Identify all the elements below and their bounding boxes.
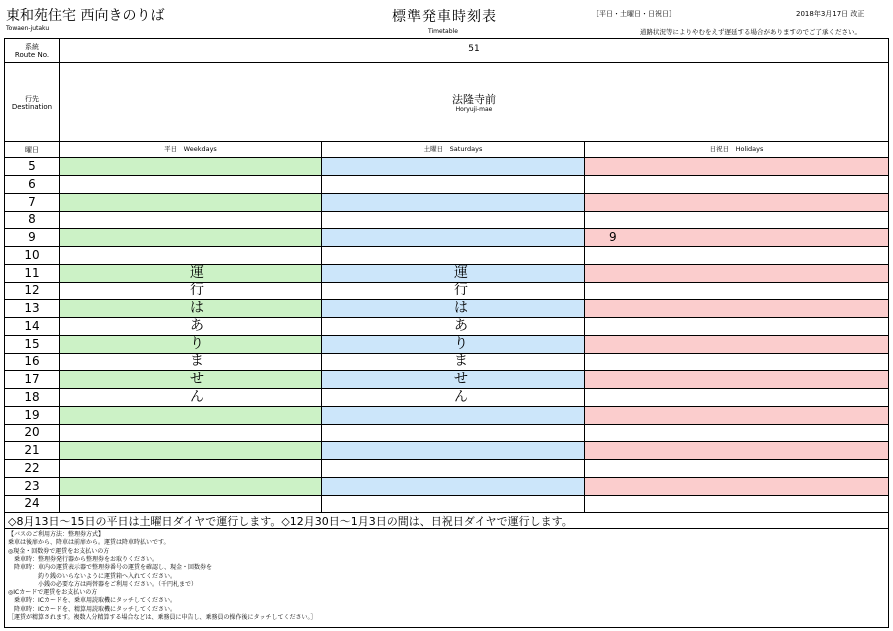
divider	[4, 528, 889, 529]
no-service-char: せ	[454, 371, 468, 387]
table-row	[5, 265, 888, 283]
table-row	[5, 300, 888, 318]
guide-line: ◎ICカードで運賃をお支払いの方	[8, 589, 98, 597]
saturdays-cell	[322, 229, 584, 246]
hour-cell: 22	[24, 461, 40, 475]
saturdays-header: 土曜日 Saturdays	[423, 145, 483, 153]
saturdays-cell	[322, 478, 584, 495]
hour-cell: 19	[24, 408, 40, 422]
table-row	[5, 282, 888, 300]
table-row	[5, 353, 888, 371]
no-service-char: は	[454, 300, 468, 316]
hour-cell: 5	[28, 159, 36, 173]
weekdays-cell	[60, 158, 321, 175]
no-service-char: ま	[454, 353, 468, 369]
holidays-cell	[585, 265, 888, 282]
saturdays-cell	[322, 211, 584, 228]
no-service-char: 行	[190, 282, 204, 298]
holidays-cell	[585, 336, 888, 353]
revision-date: 2018年3月17日 改正	[796, 10, 865, 18]
no-service-char: あ	[190, 318, 204, 334]
hour-cell: 12	[24, 283, 40, 297]
table-row	[5, 495, 888, 513]
saturdays-cell	[322, 407, 584, 424]
divider	[4, 62, 889, 63]
holidays-cell	[585, 158, 888, 175]
holidays-cell	[585, 194, 888, 211]
holidays-cell	[585, 495, 888, 512]
guide-line: 乗車は後扉から、降車は前扉から。運賃は降車時払いです。	[8, 539, 170, 547]
table-row	[5, 478, 888, 496]
holidays-cell	[585, 424, 888, 441]
hour-cell: 17	[24, 372, 40, 386]
delay-notice: 道路状況等によりやむをえず遅延する場合がありますのでご了承ください。	[640, 28, 861, 36]
hour-cell: 9	[28, 230, 36, 244]
holidays-cell	[585, 371, 888, 388]
hour-cell: 23	[24, 479, 40, 493]
weekdays-cell	[60, 211, 321, 228]
stop-name: 東和苑住宅 西向きのりば	[6, 8, 165, 24]
holidays-cell	[585, 478, 888, 495]
weekdays-cell	[60, 176, 321, 193]
hour-cell: 16	[24, 354, 40, 368]
guide-line: 乗車時：ICカードを、乗車用読取機にタッチしてください。	[8, 597, 176, 605]
weekdays-cell	[60, 353, 321, 370]
no-service-char: り	[190, 336, 204, 352]
saturdays-cell	[322, 247, 584, 264]
table-row	[5, 211, 888, 229]
table-row	[5, 424, 888, 442]
no-service-char: は	[190, 300, 204, 316]
hour-cell: 15	[24, 337, 40, 351]
table-row	[5, 389, 888, 407]
destination-name: 法隆寺前	[452, 93, 496, 106]
weekdays-header: 平日 Weekdays	[164, 145, 217, 153]
hour-cell: 14	[24, 319, 40, 333]
table-row	[5, 460, 888, 478]
table-row	[5, 371, 888, 389]
guide-line: ◎現金・回数券で運賃をお支払いの方	[8, 547, 110, 555]
saturdays-cell	[322, 265, 584, 282]
hour-cell: 11	[24, 266, 40, 280]
saturdays-cell	[322, 336, 584, 353]
weekdays-cell	[60, 265, 321, 282]
table-row	[5, 194, 888, 212]
holidays-cell	[585, 389, 888, 406]
guide-line: 【バスのご利用方法：整理券方式】	[8, 531, 105, 538]
hour-cell: 10	[24, 248, 40, 262]
no-service-char: ま	[190, 353, 204, 369]
weekdays-cell	[60, 424, 321, 441]
table-row	[5, 158, 888, 176]
table-row	[5, 442, 888, 460]
destination-label-en: Destination	[11, 103, 53, 111]
saturdays-cell	[322, 194, 584, 211]
weekdays-cell	[60, 336, 321, 353]
no-service-char: 行	[454, 282, 468, 298]
saturdays-cell	[322, 318, 584, 335]
guide-line: 降車時：ICカードを、精算用読取機にタッチしてください。	[8, 605, 176, 613]
hour-cell: 20	[24, 425, 40, 439]
weekdays-cell	[60, 371, 321, 388]
holiday-schedule-notice: ◇8月13日～15日の平日は土曜日ダイヤで運行します。◇12月30日～1月3日の間は、日祝日ダイヤで運行します。	[8, 515, 573, 528]
table-row	[5, 176, 888, 194]
destination-label-jp: 行先	[25, 95, 39, 103]
weekdays-cell	[60, 478, 321, 495]
saturdays-cell	[322, 282, 584, 299]
saturdays-cell	[322, 460, 584, 477]
guide-line: 小銭の必要な方は両替器をご利用ください。（千円札まで）	[8, 580, 198, 588]
weekdays-cell	[60, 442, 321, 459]
page-title: 標準発車時刻表	[392, 9, 497, 25]
weekdays-cell	[60, 282, 321, 299]
hour-cell: 18	[24, 390, 40, 404]
holidays-cell	[585, 460, 888, 477]
no-service-char: り	[454, 336, 468, 352]
guide-line: 降車時：車内の運賃表示器で整理券番号の運賃を確認し、現金・回数券を	[8, 564, 213, 572]
weekdays-cell	[60, 460, 321, 477]
holidays-cell	[585, 442, 888, 459]
holidays-header: 日祝日 Holidays	[709, 145, 764, 153]
saturdays-cell	[322, 158, 584, 175]
no-service-char: ん	[190, 389, 204, 405]
minute-value: 9	[609, 230, 617, 244]
route-number: 51	[468, 44, 480, 54]
no-service-char: あ	[454, 318, 468, 334]
guide-line: 乗車時：整理券発行器から整理券をお取りください。	[8, 555, 159, 563]
holidays-cell	[585, 247, 888, 264]
weekdays-cell	[60, 495, 321, 512]
weekdays-cell	[60, 300, 321, 317]
stop-name-romaji: Towaen-jutaku	[6, 25, 50, 32]
no-service-char: せ	[190, 371, 204, 387]
saturdays-cell	[322, 495, 584, 512]
holidays-cell	[585, 229, 888, 246]
hour-cell: 8	[28, 212, 36, 226]
table-row	[5, 229, 888, 247]
hour-cell: 6	[28, 177, 36, 191]
saturdays-cell	[322, 300, 584, 317]
holidays-cell	[585, 318, 888, 335]
table-row	[5, 336, 888, 354]
weekdays-cell	[60, 318, 321, 335]
hour-header: 曜日	[25, 146, 39, 154]
weekdays-cell	[60, 247, 321, 264]
weekdays-cell	[60, 194, 321, 211]
divider	[4, 141, 889, 142]
hour-cell: 13	[24, 301, 40, 315]
destination-name-en: Horyuji-mae	[455, 106, 493, 113]
guide-line: 釣り銭のいらないように運賃箱へ入れてください。	[8, 572, 177, 580]
guide-line: ［運賃が精算されます。複数人分精算する場合などは、乗務員に申告し、乗務員の操作後にタッチしてください。］	[8, 614, 317, 621]
saturdays-cell	[322, 353, 584, 370]
saturdays-cell	[322, 371, 584, 388]
table-row	[5, 247, 888, 265]
weekdays-cell	[60, 389, 321, 406]
saturdays-cell	[322, 389, 584, 406]
page-title-en: Timetable	[428, 28, 458, 35]
saturdays-cell	[322, 176, 584, 193]
route-label-en: Route No.	[14, 51, 50, 59]
day-types-label: ［平日・土曜日・日祝日］	[592, 10, 676, 18]
weekdays-cell	[60, 407, 321, 424]
weekdays-cell	[60, 229, 321, 246]
holidays-cell	[585, 282, 888, 299]
holidays-cell	[585, 353, 888, 370]
hour-cell: 24	[24, 496, 40, 510]
no-service-char: 運	[190, 265, 204, 281]
route-label-jp: 系統	[25, 43, 39, 51]
table-row	[5, 407, 888, 425]
holidays-cell	[585, 407, 888, 424]
holidays-cell	[585, 211, 888, 228]
no-service-char: ん	[454, 389, 468, 405]
no-service-char: 運	[454, 265, 468, 281]
hour-cell: 21	[24, 443, 40, 457]
destination-label	[5, 95, 59, 111]
holidays-cell	[585, 300, 888, 317]
hour-cell: 7	[28, 195, 36, 209]
route-label	[5, 43, 59, 59]
saturdays-cell	[322, 424, 584, 441]
table-row	[5, 318, 888, 336]
holidays-cell	[585, 176, 888, 193]
saturdays-cell	[322, 442, 584, 459]
